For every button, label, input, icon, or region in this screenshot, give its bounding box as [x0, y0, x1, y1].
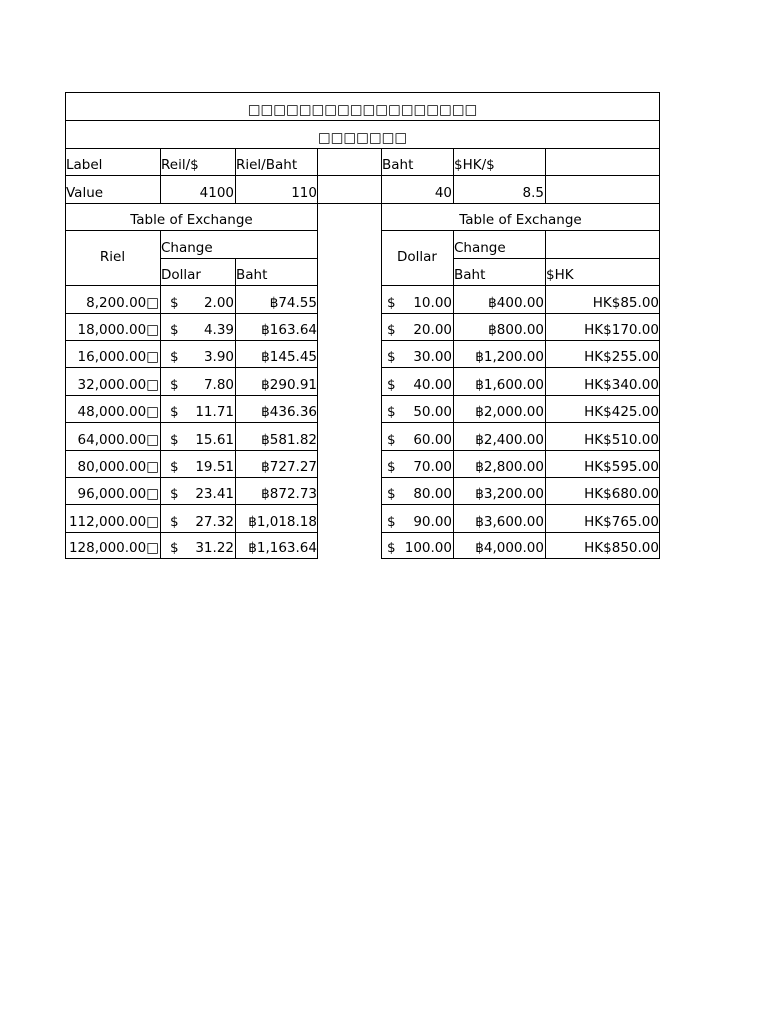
currency-symbol: $: [170, 348, 179, 365]
right-hk-cell: HK$255.00: [584, 348, 659, 365]
left-head-change: Change: [161, 239, 213, 256]
riel-baht-header: Riel/Baht: [236, 156, 298, 173]
right-dollar-cell-amount: 90.00: [413, 513, 452, 530]
left-dollar-cell-amount: 7.80: [203, 376, 234, 393]
right-dollar-cell: [381, 367, 453, 395]
grid-hline: [381, 340, 660, 341]
left-riel-cell: 16,000.00□: [77, 348, 159, 365]
grid-hline: [453, 258, 660, 259]
right-dollar-cell: [381, 450, 453, 477]
left-dollar-cell-amount: 4.39: [203, 321, 234, 338]
grid-hline: [381, 230, 660, 231]
currency-symbol: $: [387, 376, 396, 393]
grid-hline: [65, 395, 318, 396]
right-head-baht: Baht: [454, 266, 486, 283]
left-baht-cell: ฿436.36: [261, 403, 317, 420]
left-dollar-cell-amount: 19.51: [195, 458, 234, 475]
right-hk-cell: HK$85.00: [592, 294, 659, 311]
currency-symbol: $: [170, 485, 179, 502]
currency-symbol: $: [387, 458, 396, 475]
grid-hline: [65, 367, 318, 368]
grid-vline: [160, 148, 161, 203]
grid-vline: [659, 92, 660, 558]
grid-hline: [381, 395, 660, 396]
left-baht-cell: ฿727.27: [261, 458, 317, 475]
right-dollar-cell-amount: 10.00: [413, 294, 452, 311]
right-dollar-cell: [381, 340, 453, 367]
left-dollar-cell: [160, 313, 235, 340]
grid-hline: [65, 558, 318, 559]
currency-symbol: $: [170, 513, 179, 530]
grid-vline: [545, 148, 546, 203]
right-hk-cell: HK$595.00: [584, 458, 659, 475]
grid-vline: [235, 148, 236, 203]
right-baht-cell: ฿800.00: [488, 321, 544, 338]
hk-usd-header: $HK/$: [454, 156, 495, 173]
grid-hline: [65, 285, 318, 286]
right-baht-cell: ฿2,800.00: [475, 458, 544, 475]
right-hk-cell: HK$425.00: [584, 403, 659, 420]
right-dollar-cell: [381, 285, 453, 313]
grid-hline: [381, 422, 660, 423]
left-dollar-cell-amount: 31.22: [195, 539, 234, 556]
right-dollar-cell-amount: 50.00: [413, 403, 452, 420]
left-dollar-cell: [160, 340, 235, 367]
right-baht-cell: ฿4,000.00: [475, 539, 544, 556]
grid-hline: [65, 532, 318, 533]
currency-symbol: $: [170, 539, 179, 556]
grid-hline: [381, 504, 660, 505]
sheet-title: □□□□□□□□□□□□□□□□□□: [247, 101, 478, 118]
grid-hline: [65, 230, 318, 231]
left-dollar-cell-amount: 27.32: [195, 513, 234, 530]
left-riel-cell: 48,000.00□: [77, 403, 159, 420]
currency-symbol: $: [387, 431, 396, 448]
grid-vline: [65, 92, 66, 558]
grid-hline: [381, 367, 660, 368]
currency-symbol: $: [170, 376, 179, 393]
right-baht-cell: ฿2,000.00: [475, 403, 544, 420]
left-riel-cell: 112,000.00□: [68, 513, 159, 530]
left-baht-cell: ฿872.73: [261, 485, 317, 502]
right-baht-cell: ฿1,600.00: [475, 376, 544, 393]
right-dollar-cell-amount: 20.00: [413, 321, 452, 338]
left-dollar-cell-amount: 15.61: [195, 431, 234, 448]
right-dollar-cell-amount: 40.00: [413, 376, 452, 393]
value-label: Value: [66, 184, 104, 201]
right-dollar-cell-amount: 100.00: [404, 539, 452, 556]
left-head-riel: Riel: [99, 248, 126, 265]
left-table-title: Table of Exchange: [130, 211, 253, 228]
left-riel-cell: 128,000.00□: [68, 539, 159, 556]
left-riel-cell: 32,000.00□: [77, 376, 159, 393]
right-head-dollar: Dollar: [397, 248, 437, 265]
left-dollar-cell: [160, 504, 235, 532]
left-riel-cell: 64,000.00□: [77, 431, 159, 448]
currency-symbol: $: [170, 403, 179, 420]
right-dollar-cell-amount: 70.00: [413, 458, 452, 475]
left-head-dollar: Dollar: [161, 266, 201, 283]
label-header: Label: [66, 156, 103, 173]
left-riel-cell: 80,000.00□: [77, 458, 159, 475]
baht-value: 40: [434, 184, 452, 201]
currency-symbol: $: [387, 539, 396, 556]
grid-hline: [65, 120, 660, 121]
grid-hline: [381, 558, 660, 559]
left-dollar-cell: [160, 450, 235, 477]
currency-symbol: $: [387, 321, 396, 338]
right-head-change: Change: [454, 239, 506, 256]
grid-hline: [65, 313, 318, 314]
left-baht-cell: ฿581.82: [261, 431, 317, 448]
left-dollar-cell-amount: 23.41: [195, 485, 234, 502]
left-riel-cell: 18,000.00□: [77, 321, 159, 338]
reil-usd-value: 4100: [199, 184, 234, 201]
riel-baht-value: 110: [291, 184, 317, 201]
right-baht-cell: ฿400.00: [488, 294, 544, 311]
exchange-sheet: [65, 92, 660, 558]
grid-hline: [381, 450, 660, 451]
grid-hline: [381, 313, 660, 314]
right-dollar-cell: [381, 313, 453, 340]
baht-header: Baht: [382, 156, 414, 173]
right-dollar-cell: [381, 422, 453, 450]
currency-symbol: $: [387, 513, 396, 530]
sheet-subtitle: □□□□□□□: [317, 129, 408, 146]
right-hk-cell: HK$170.00: [584, 321, 659, 338]
left-baht-cell: ฿1,163.64: [248, 539, 317, 556]
left-dollar-cell: [160, 367, 235, 395]
currency-symbol: $: [170, 431, 179, 448]
right-hk-cell: HK$680.00: [584, 485, 659, 502]
right-hk-cell: HK$850.00: [584, 539, 659, 556]
left-baht-cell: ฿290.91: [261, 376, 317, 393]
currency-symbol: $: [387, 403, 396, 420]
left-baht-cell: ฿145.45: [261, 348, 317, 365]
right-dollar-cell-amount: 30.00: [413, 348, 452, 365]
left-dollar-cell-amount: 2.00: [203, 294, 234, 311]
right-dollar-cell-amount: 80.00: [413, 485, 452, 502]
left-dollar-cell: [160, 477, 235, 504]
right-table-title: Table of Exchange: [459, 211, 582, 228]
currency-symbol: $: [170, 458, 179, 475]
grid-vline: [160, 230, 161, 558]
left-head-baht: Baht: [236, 266, 268, 283]
right-head-hk: $HK: [546, 266, 574, 283]
right-dollar-cell: [381, 504, 453, 532]
right-hk-cell: HK$765.00: [584, 513, 659, 530]
grid-hline: [65, 92, 660, 93]
right-baht-cell: ฿3,600.00: [475, 513, 544, 530]
right-baht-cell: ฿1,200.00: [475, 348, 544, 365]
grid-hline: [381, 477, 660, 478]
right-hk-cell: HK$510.00: [584, 431, 659, 448]
right-baht-cell: ฿2,400.00: [475, 431, 544, 448]
grid-vline: [545, 230, 546, 558]
right-dollar-cell-amount: 60.00: [413, 431, 452, 448]
reil-usd-header: Reil/$: [161, 156, 199, 173]
left-baht-cell: ฿163.64: [261, 321, 317, 338]
right-baht-cell: ฿3,200.00: [475, 485, 544, 502]
grid-hline: [160, 258, 318, 259]
currency-symbol: $: [170, 294, 179, 311]
grid-hline: [65, 422, 318, 423]
left-dollar-cell: [160, 285, 235, 313]
left-dollar-cell-amount: 11.71: [195, 403, 234, 420]
grid-hline: [65, 175, 660, 176]
grid-vline: [453, 230, 454, 558]
currency-symbol: $: [170, 321, 179, 338]
right-dollar-cell: [381, 395, 453, 422]
right-dollar-cell: [381, 477, 453, 504]
currency-symbol: $: [387, 294, 396, 311]
grid-vline: [381, 148, 382, 558]
left-dollar-cell: [160, 532, 235, 558]
grid-vline: [317, 148, 318, 558]
grid-hline: [381, 285, 660, 286]
right-dollar-cell: [381, 532, 453, 558]
grid-hline: [65, 504, 318, 505]
left-dollar-cell: [160, 395, 235, 422]
currency-symbol: $: [387, 485, 396, 502]
grid-hline: [381, 532, 660, 533]
grid-hline: [65, 340, 318, 341]
grid-vline: [453, 148, 454, 203]
grid-hline: [65, 450, 318, 451]
hk-usd-value: 8.5: [522, 184, 544, 201]
left-riel-cell: 8,200.00□: [86, 294, 159, 311]
right-hk-cell: HK$340.00: [584, 376, 659, 393]
left-baht-cell: ฿1,018.18: [248, 513, 317, 530]
left-baht-cell: ฿74.55: [269, 294, 317, 311]
left-riel-cell: 96,000.00□: [77, 485, 159, 502]
currency-symbol: $: [387, 348, 396, 365]
left-dollar-cell-amount: 3.90: [203, 348, 234, 365]
left-dollar-cell: [160, 422, 235, 450]
grid-vline: [235, 258, 236, 558]
grid-hline: [65, 477, 318, 478]
grid-hline: [65, 148, 660, 149]
grid-hline: [65, 203, 660, 204]
